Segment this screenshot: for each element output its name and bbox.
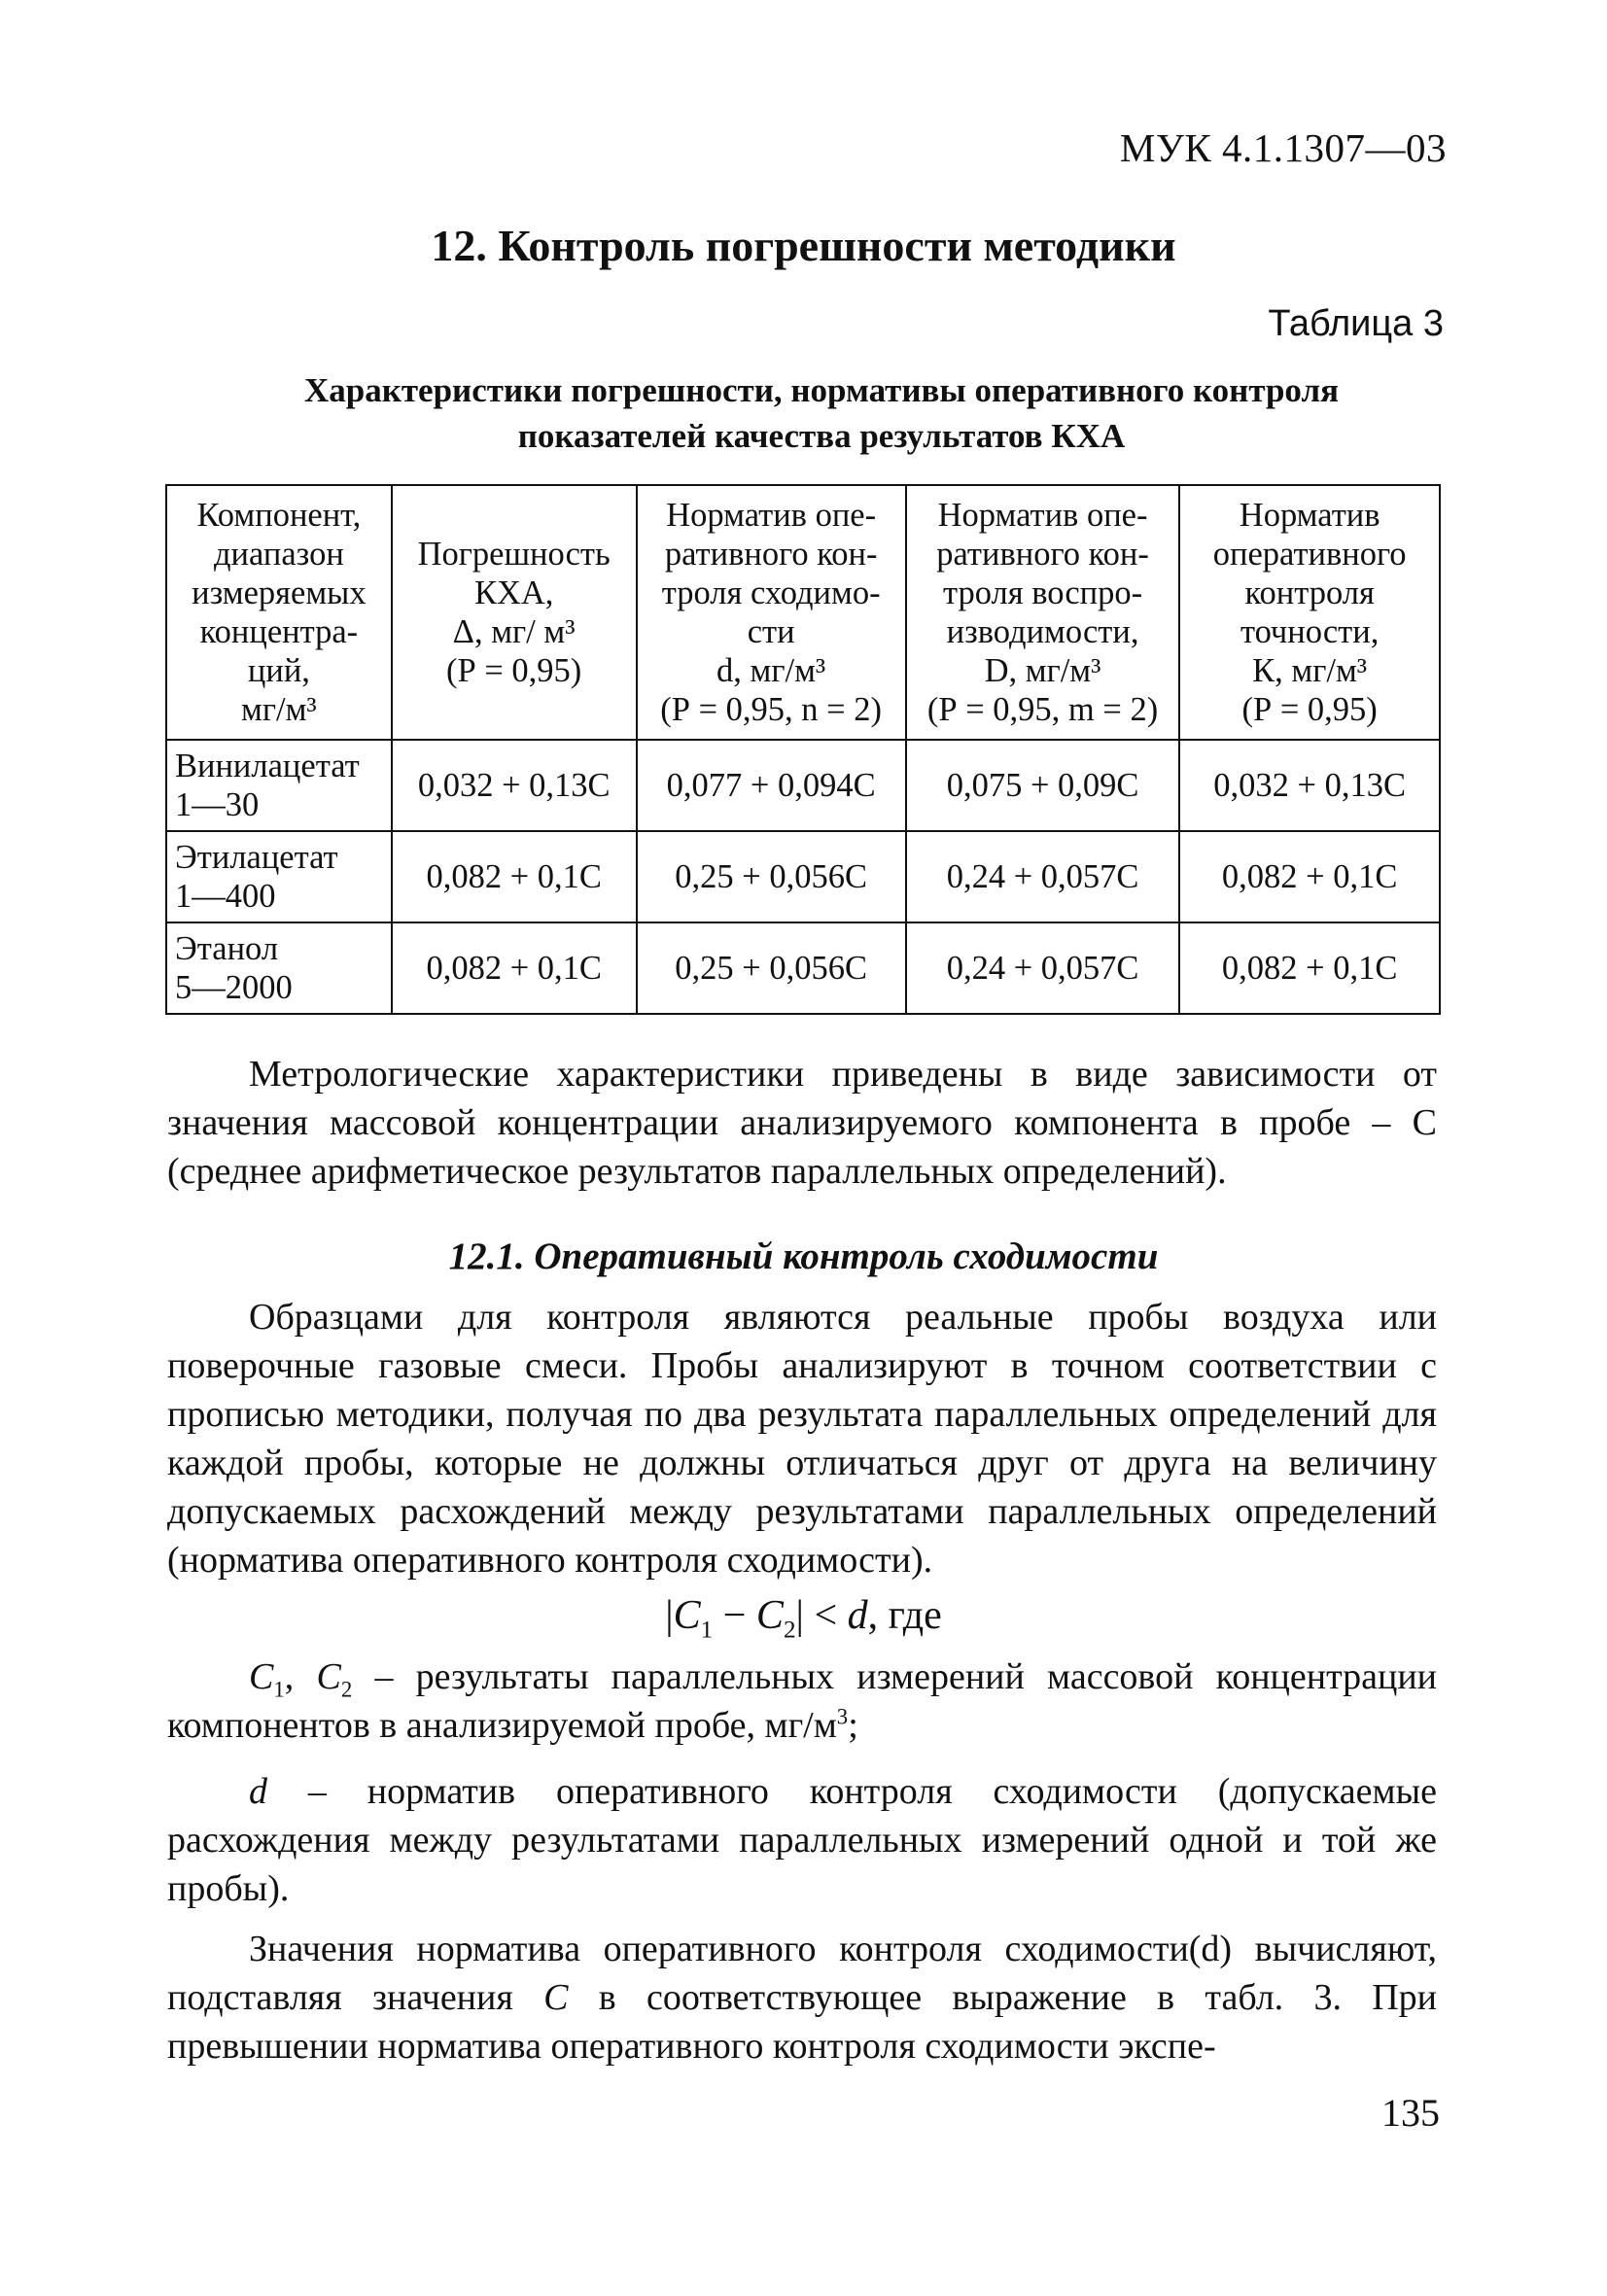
header-line: ративного кон- bbox=[664, 536, 878, 573]
header-line: (Р = 0,95) bbox=[446, 652, 582, 689]
symbol-c: C bbox=[543, 1977, 569, 2018]
cell-delta: 0,082 + 0,1С bbox=[392, 922, 637, 1014]
header-line: (Р = 0,95, n = 2) bbox=[660, 691, 883, 728]
header-component bbox=[166, 485, 392, 740]
header-convergence bbox=[637, 485, 906, 740]
subsection-title: 12.1. Оперативный контроль сходимости bbox=[448, 1235, 1159, 1277]
table-header-row bbox=[166, 485, 1440, 740]
header-line: К, мг/м³ bbox=[1252, 652, 1368, 689]
values-paragraph bbox=[167, 1925, 1437, 2070]
table-row bbox=[166, 922, 1440, 1014]
definition-c bbox=[167, 1652, 1437, 1750]
symbol-sub2: 2 bbox=[340, 1677, 353, 1702]
convergence-formula bbox=[0, 1592, 1607, 1644]
cell-d: 0,25 + 0,056С bbox=[637, 831, 906, 922]
symbol-c1: C bbox=[249, 1656, 274, 1697]
cell-component bbox=[166, 831, 392, 922]
header-line: Норматив опе- bbox=[937, 497, 1148, 534]
table-caption bbox=[194, 367, 1449, 459]
definition-c-text: – результаты параллельных измерений массовой концентрации компонентов в анализируемой пробе, мг/м bbox=[167, 1656, 1438, 1746]
cell-component bbox=[166, 922, 392, 1014]
component-range: 1—400 bbox=[175, 878, 276, 915]
header-line: Норматив опе- bbox=[666, 497, 877, 534]
cell-K: 0,082 + 0,1С bbox=[1179, 922, 1440, 1014]
error-characteristics-table bbox=[165, 484, 1441, 1015]
formula-lt: < bbox=[803, 1593, 848, 1638]
table-number: Таблица 3 bbox=[1268, 303, 1444, 344]
values-text-1: Значения норматива оперативного контроля сходимости(d) вычисляют, подставляя значения bbox=[167, 1929, 1437, 2018]
header-line: точности, bbox=[1240, 613, 1380, 650]
definition-c-end: ; bbox=[848, 1705, 858, 1746]
header-line: изводимости, bbox=[946, 613, 1139, 650]
symbol-d: d bbox=[249, 1771, 267, 1812]
header-line: D, мг/м³ bbox=[984, 652, 1101, 689]
cell-component bbox=[166, 740, 392, 831]
header-line: мг/м³ bbox=[241, 691, 317, 728]
formula-abs-bar: | bbox=[795, 1593, 804, 1638]
table-row bbox=[166, 831, 1440, 922]
formula-abs-bar: | bbox=[665, 1593, 674, 1638]
unit-superscript: 3 bbox=[836, 1704, 849, 1729]
definition-d bbox=[167, 1767, 1437, 1913]
formula-sub2: 2 bbox=[783, 1617, 796, 1644]
formula-sub1: 1 bbox=[700, 1617, 714, 1644]
symbol-sub1: 1 bbox=[273, 1677, 285, 1702]
component-name: Этилацетат bbox=[175, 839, 338, 876]
header-line: Δ, мг/ м³ bbox=[452, 613, 576, 650]
cell-delta: 0,082 + 0,1С bbox=[392, 831, 637, 922]
section-title: 12. Контроль погрешности методики bbox=[431, 221, 1176, 270]
cell-d: 0,25 + 0,056С bbox=[637, 922, 906, 1014]
component-range: 5—2000 bbox=[175, 969, 293, 1006]
header-line: сти bbox=[747, 613, 795, 650]
samples-paragraph: Образцами для контроля являются реальные пробы воздуха или поверочные газовые смеси. Пробы анализируют в точном соответствии с прописью методики, получая по два результата параллельных определений для каждой пробы, которые не должны отличаться друг от друга на величину допускаемых расхождений между результатами параллельных определений (норматива оперативного контроля сходимости). bbox=[167, 1297, 1437, 1581]
header-line: ций, bbox=[247, 652, 310, 689]
table-caption-line-1: Характеристики погрешности, нормативы оперативного контроля bbox=[303, 371, 1340, 409]
formula-d: d bbox=[847, 1593, 868, 1638]
component-range: 1—30 bbox=[175, 786, 260, 823]
header-line: КХА, bbox=[473, 574, 554, 611]
table-caption-line-2: показателей качества результатов КХА bbox=[517, 417, 1126, 455]
header-reproducibility bbox=[906, 485, 1180, 740]
header-line: Погрешность bbox=[417, 536, 611, 573]
component-name: Винилацетат bbox=[175, 748, 360, 784]
table-row bbox=[166, 740, 1440, 831]
cell-K: 0,082 + 0,1С bbox=[1179, 831, 1440, 922]
header-line: троля воспро- bbox=[942, 574, 1143, 611]
header-line: (Р = 0,95, m = 2) bbox=[926, 691, 1159, 728]
cell-K: 0,032 + 0,13С bbox=[1179, 740, 1440, 831]
header-line: Компонент, bbox=[196, 497, 362, 534]
formula-c2: C bbox=[755, 1593, 784, 1638]
header-accuracy bbox=[1179, 485, 1440, 740]
formula-c1: C bbox=[673, 1593, 701, 1638]
metrology-paragraph: Метрологические характеристики приведены в виде зависимости от значения массовой концентрации анализируемого компонента в пробе – С (среднее арифметическое результатов параллельных определений). bbox=[167, 1054, 1437, 1192]
cell-d: 0,077 + 0,094С bbox=[637, 740, 906, 831]
header-line: контроля bbox=[1244, 574, 1375, 611]
separator: , bbox=[284, 1656, 317, 1697]
header-line: измеряемых bbox=[192, 574, 367, 611]
document-code: МУК 4.1.1307—03 bbox=[1119, 125, 1447, 170]
header-line: концентра- bbox=[199, 613, 359, 650]
cell-D: 0,24 + 0,057С bbox=[906, 831, 1180, 922]
header-line: троля сходимо- bbox=[661, 574, 881, 611]
formula-tail: , где bbox=[867, 1593, 942, 1638]
cell-D: 0,075 + 0,09С bbox=[906, 740, 1180, 831]
header-line: оперативного bbox=[1212, 536, 1407, 573]
header-line: диапазон bbox=[214, 536, 344, 573]
header-line: (Р = 0,95) bbox=[1241, 691, 1378, 728]
header-line: d, мг/м³ bbox=[716, 652, 826, 689]
cell-delta: 0,032 + 0,13С bbox=[392, 740, 637, 831]
component-name: Этанол bbox=[175, 930, 279, 967]
formula-minus: − bbox=[713, 1593, 756, 1638]
header-line: Норматив bbox=[1239, 497, 1380, 534]
header-line: ративного кон- bbox=[936, 536, 1149, 573]
symbol-c2: C bbox=[316, 1656, 341, 1697]
values-text-2: в соответствующее выражение в табл. 3. При превышении норматива оперативного контроля сходимости экспе- bbox=[167, 1977, 1438, 2067]
cell-D: 0,24 + 0,057С bbox=[906, 922, 1180, 1014]
header-error bbox=[392, 485, 637, 740]
page-number: 135 bbox=[1381, 2091, 1440, 2135]
definition-d-text: – норматив оперативного контроля сходимости (допускаемые расхождения между результатами параллельных измерений одной и той же пробы). bbox=[167, 1771, 1437, 1909]
